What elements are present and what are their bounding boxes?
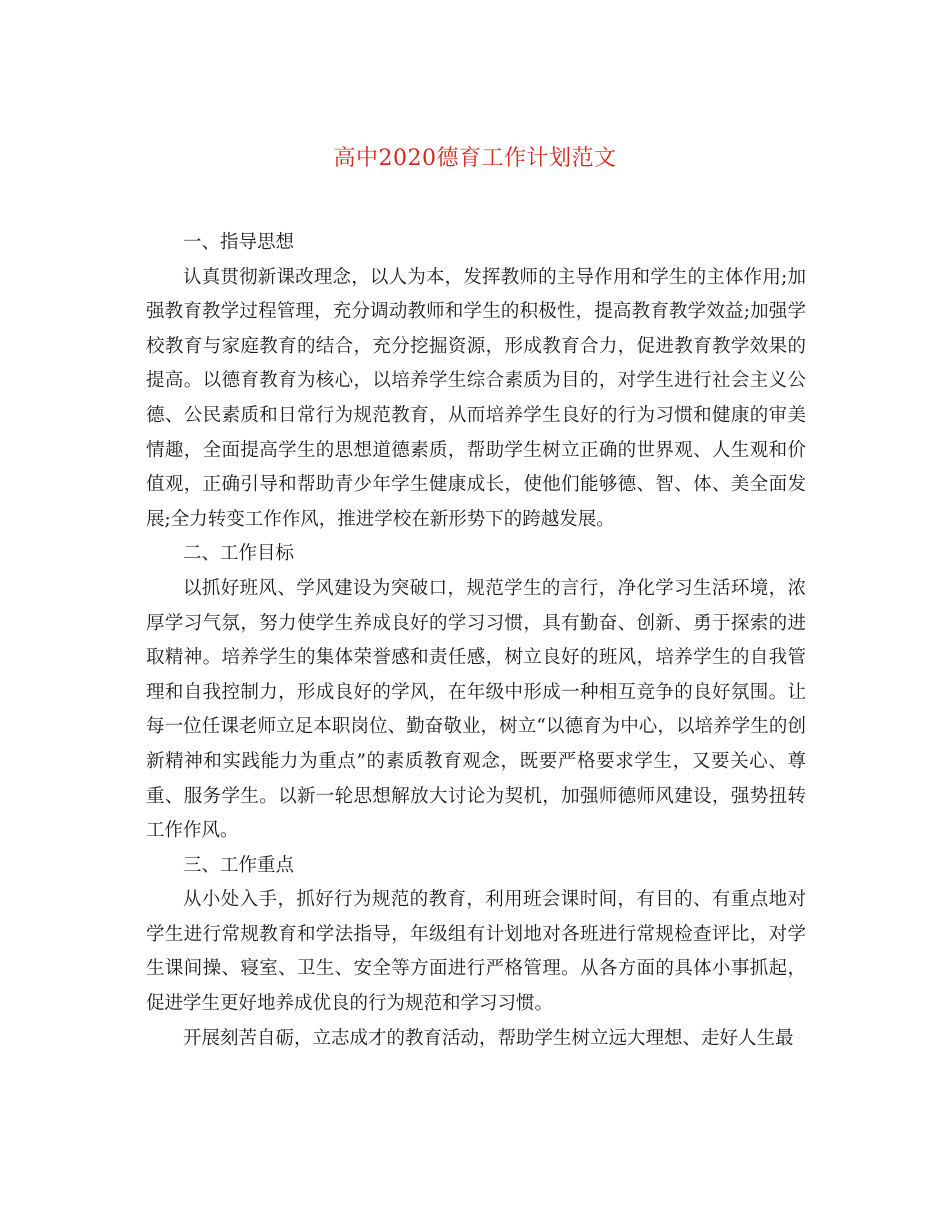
document-title: 高中2020德育工作计划范文 (333, 146, 617, 171)
section-heading-work-goals: 二、工作目标 (183, 543, 295, 565)
section-paragraph: 开展刻苦自砺，立志成才的教育活动，帮助学生树立远大理想、走好人生最 (183, 1027, 794, 1049)
section-heading-guiding-ideology: 一、指导思想 (183, 232, 295, 253)
document-body (146, 226, 806, 1056)
section-paragraph: 认真贯彻新课改理念，以人为本，发挥教师的主导作用和学生的主体作用;加强教育教学过程管理，充分调动教师和学生的积极性，提高教育教学效益;加强学校教育与家庭教育的结合，充分挖掘资源，形成教育合力，促进教育教学效果的提高。以德育教育为核心，以培养学生综合素质为目的，对学生进行社会主义公德、公民素质和日常行为规范教育，从而培养学生良好的行为习惯和健康的审美情趣，全面提高学生的思想道德素质，帮助学生树立正确的世界观、人生观和价值观，正确引导和帮助青少年学生健康成长，使他们能够德、智、体、美全面发展;全力转变工作作风，推进学校在新形势下的跨越发展。 (146, 266, 806, 530)
section-heading-work-focus: 三、工作重点 (183, 854, 295, 876)
section-paragraph: 从小处入手，抓好行为规范的教育，利用班会课时间，有目的、有重点地对学生进行常规教育和学法指导，年级组有计划地对各班进行常规检查评比，对学生课间操、寝室、卫生、安全等方面进行严格管理。从各方面的具体小事抓起，促进学生更好地养成优良的行为规范和学习习惯。 (146, 889, 806, 1015)
section-paragraph: 以抓好班风、学风建设为突破口，规范学生的言行，净化学习生活环境，浓厚学习气氛，努力使学生养成良好的学习习惯，具有勤奋、创新、勇于探索的进取精神。培养学生的集体荣誉感和责任感，树立良好的班风，培养学生的自我管理和自我控制力，形成良好的学风，在年级中形成一种相互竞争的良好氛围。让每一位任课老师立足本职岗位、勤奋敬业，树立“以德育为中心，以培养学生的创新精神和实践能力为重点”的素质教育观念，既要严格要求学生，又要关心、尊重、服务学生。以新一轮思想解放大讨论为契机，加强师德师风建设，强势扭转工作作风。 (146, 577, 806, 842)
